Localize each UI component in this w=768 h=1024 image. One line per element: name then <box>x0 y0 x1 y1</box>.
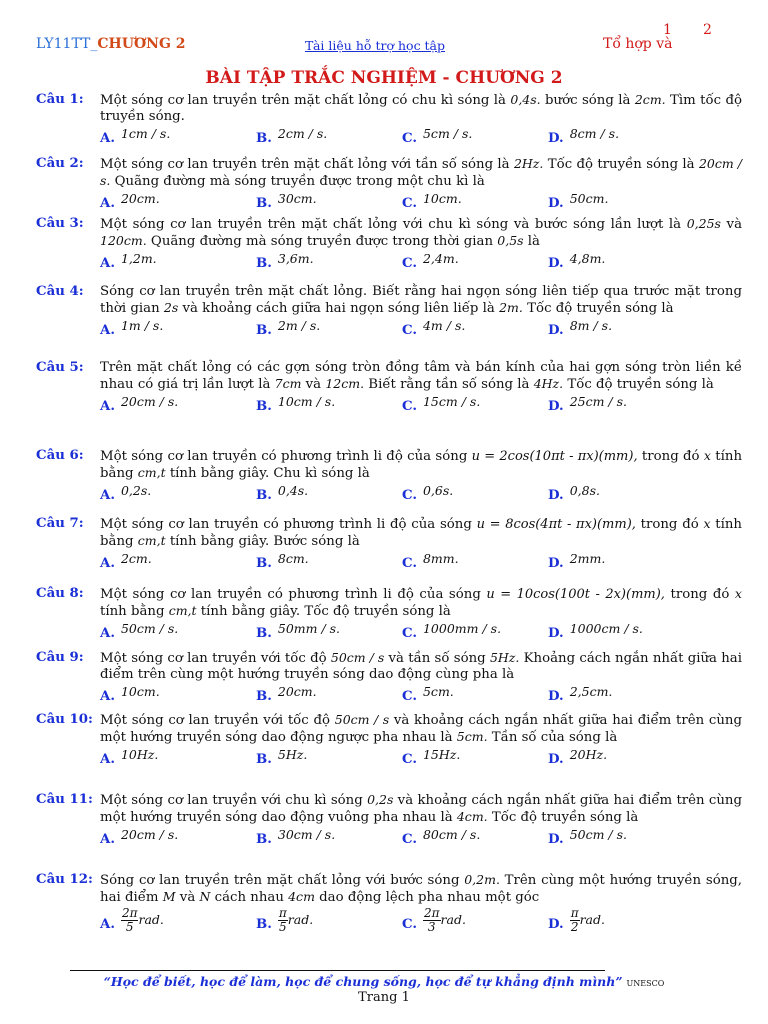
option-a[interactable] <box>100 251 157 271</box>
option-letter: C. <box>402 917 417 932</box>
option-value: 2cm / s. <box>277 126 328 141</box>
option-b[interactable] <box>256 551 309 571</box>
option-a[interactable] <box>100 551 152 571</box>
text-run: tính bằng giây. Bước sóng là <box>165 534 360 549</box>
math-value: 7cm <box>274 376 302 391</box>
option-d[interactable] <box>548 684 613 704</box>
math-value: 4cm <box>288 889 315 904</box>
option-value: 4m / s. <box>422 318 466 333</box>
text-run: tính bằng giây. Chu kì sóng là <box>165 466 370 481</box>
option-letter: B. <box>256 131 272 146</box>
math-value: 5Hz. <box>489 650 520 665</box>
math-value: 2m. <box>499 300 523 315</box>
options-row <box>36 907 742 937</box>
option-letter: C. <box>402 131 417 146</box>
option-value: 2m / s. <box>277 318 321 333</box>
option-value: 4,8m. <box>569 251 606 266</box>
option-letter: B. <box>256 196 272 211</box>
option-c[interactable] <box>402 827 481 847</box>
option-letter: C. <box>402 752 417 767</box>
option-a[interactable] <box>100 191 160 211</box>
option-value: 30cm / s. <box>277 827 336 842</box>
option-value: 1000mm / s. <box>422 621 502 636</box>
options-row <box>36 191 742 209</box>
option-value: 5Hz. <box>277 747 308 762</box>
options-row <box>36 747 742 765</box>
question-text <box>100 360 742 393</box>
option-letter: D. <box>548 196 564 211</box>
option-b[interactable] <box>256 827 336 847</box>
text-run: bước sóng là <box>540 93 635 108</box>
option-letter: D. <box>548 488 564 503</box>
question-label: Câu 6: <box>36 448 84 463</box>
option-letter: A. <box>100 832 115 847</box>
question-label: Câu 12: <box>36 872 93 887</box>
option-value: 1000cm / s. <box>569 621 643 636</box>
option-value: 50cm / s. <box>120 621 179 636</box>
numerator: 2π <box>121 906 138 920</box>
option-value: 3,6m. <box>277 251 314 266</box>
option-letter: A. <box>100 752 115 767</box>
option-value: 80cm / s. <box>422 827 481 842</box>
denominator: 2 <box>570 920 579 934</box>
question-text <box>100 284 742 317</box>
option-a[interactable] <box>100 483 152 503</box>
text-run: Một sóng cơ lan truyền có phương trình li độ của sóng <box>100 587 487 602</box>
text-run: trong đó <box>664 587 735 602</box>
option-letter: D. <box>548 399 564 414</box>
option-value: 15cm / s. <box>422 394 481 409</box>
text-run: Tốc độ truyền sóng là <box>543 157 699 172</box>
option-d[interactable] <box>548 318 613 338</box>
math-value: x <box>703 516 711 531</box>
option-c[interactable] <box>402 191 462 211</box>
option-letter: C. <box>402 832 417 847</box>
option-letter: B. <box>256 323 272 338</box>
option-value: 20Hz. <box>569 747 608 762</box>
question-text <box>100 650 742 683</box>
option-letter: C. <box>402 196 417 211</box>
option-b[interactable] <box>256 394 336 414</box>
option-value: 2cm. <box>120 551 152 566</box>
option-c[interactable] <box>402 747 461 767</box>
question-label: Câu 7: <box>36 516 84 531</box>
text-run: và khoảng cách ngắn nhất giữa hai điểm trên cùng một hướng truyền sóng dao động ngược pha nhau là <box>100 713 742 745</box>
text-run: Một sóng cơ lan truyền có phương trình li độ của sóng <box>100 449 472 464</box>
text-run: Một sóng cơ lan truyền với tốc độ <box>100 713 335 728</box>
text-run: và khoảng cách ngắn nhất giữa hai điểm trên cùng một hướng truyền sóng dao động vuông pha nhau là <box>100 793 743 825</box>
question-text <box>100 712 742 746</box>
text-run: và <box>301 377 326 392</box>
text-run: Sóng cơ lan truyền trên mặt chất lỏng. Biết rằng hai ngọn sóng liên tiếp qua trước mặt trong thời gian <box>100 284 742 316</box>
question-text <box>100 872 742 906</box>
unit-label: rad. <box>579 912 605 927</box>
footer-divider <box>70 970 605 971</box>
math-value: 5cm. <box>456 729 488 744</box>
option-value: 8cm. <box>277 551 309 566</box>
text-run: Tần số của sóng là <box>487 730 618 745</box>
quote-text: “Học để biết, học để làm, học để chung sống, học để tự khẳng định mình” <box>103 974 623 989</box>
options-row <box>36 684 742 702</box>
fraction <box>423 907 441 934</box>
option-d[interactable] <box>548 827 627 847</box>
option-letter: A. <box>100 196 115 211</box>
math-value: 0,25s <box>686 216 721 231</box>
text-run: Trên cùng một hướng truyền sóng, hai điểm <box>100 873 742 905</box>
page-number: Trang 1 <box>358 990 410 1005</box>
text-run: trong đó <box>637 449 704 464</box>
option-letter: D. <box>548 323 564 338</box>
question-8 <box>36 586 742 639</box>
doc-code: LY11TT_ <box>36 36 98 52</box>
question-10 <box>36 712 742 765</box>
option-letter: C. <box>402 556 417 571</box>
option-letter: B. <box>256 488 272 503</box>
unesco-label: UNESCO <box>626 979 665 988</box>
option-a[interactable] <box>100 126 171 146</box>
option-letter: B. <box>256 626 272 641</box>
text-run: Trên mặt chất lỏng có các gợn sóng tròn đồng tâm và bán kính của hai gợn sóng tròn liền kề nhau có giá trị lần lượt là <box>100 360 742 392</box>
option-value: 50cm. <box>569 191 609 206</box>
unit-label: rad. <box>287 912 314 927</box>
question-label: Câu 8: <box>36 586 84 601</box>
option-value: 25cm / s. <box>569 394 627 409</box>
option-letter: B. <box>256 917 272 932</box>
option-letter: D. <box>548 689 564 704</box>
option-value: 10cm. <box>422 191 462 206</box>
math-value: 0,2s <box>367 792 394 807</box>
option-letter: B. <box>256 689 272 704</box>
option-c[interactable] <box>402 621 502 641</box>
math-value: t <box>160 465 166 480</box>
option-d[interactable] <box>548 747 608 767</box>
math-value: 2cm. <box>634 92 666 107</box>
math-value: 4Hz. <box>533 376 564 391</box>
option-b[interactable] <box>256 126 328 146</box>
math-value: t <box>160 533 166 548</box>
math-value: 120cm. <box>100 233 147 248</box>
option-value: 8cm / s. <box>569 126 620 141</box>
option-a[interactable] <box>100 684 160 704</box>
math-value: N <box>199 889 211 904</box>
math-value: 4cm. <box>456 809 488 824</box>
fraction <box>570 907 580 934</box>
question-11 <box>36 792 742 845</box>
math-value: x <box>703 448 711 463</box>
text-run: Quãng đường mà sóng truyền được trong một chu kì là <box>110 174 485 189</box>
math-value: cm, <box>168 603 192 618</box>
options-row <box>36 621 742 639</box>
option-c[interactable] <box>402 551 459 571</box>
option-d[interactable] <box>548 191 609 211</box>
option-letter: C. <box>402 626 417 641</box>
question-7 <box>36 516 742 569</box>
header-sup-1: 1 <box>663 22 672 38</box>
math-value: t <box>191 603 197 618</box>
math-value: cm, <box>137 533 161 548</box>
option-letter: A. <box>100 917 115 932</box>
math-value: 20cm / s. <box>100 156 743 188</box>
option-c[interactable] <box>402 394 481 414</box>
option-b[interactable] <box>256 318 321 338</box>
text-run: dao động lệch pha nhau một góc <box>314 890 540 905</box>
option-value: 30cm. <box>277 191 317 206</box>
option-value: 0,6s. <box>422 483 454 498</box>
equation: u = 8cos(4πt - πx)(mm), <box>476 517 636 532</box>
text-run: Sóng cơ lan truyền trên mặt chất lỏng với bước sóng <box>100 873 465 888</box>
option-letter: A. <box>100 323 115 338</box>
text-run: Tốc độ truyền sóng là <box>563 377 714 392</box>
question-label: Câu 5: <box>36 360 84 375</box>
option-value: 1m / s. <box>120 318 164 333</box>
math-value: 0,2m. <box>464 872 500 887</box>
header-right: Tổ hợp và <box>603 36 673 52</box>
question-label: Câu 2: <box>36 156 84 171</box>
text-run: Một sóng cơ lan truyền trên mặt chất lỏng có chu kì sóng là <box>100 93 511 108</box>
option-value: 20cm / s. <box>120 827 179 842</box>
option-a[interactable] <box>100 394 179 414</box>
denominator: 5 <box>279 920 287 934</box>
question-label: Câu 9: <box>36 650 84 665</box>
option-letter: D. <box>548 131 564 146</box>
text-run: trong đó <box>635 517 704 532</box>
math-value: 50cm / s <box>334 712 390 727</box>
options-row <box>36 318 742 336</box>
option-c[interactable] <box>402 907 466 934</box>
text-run: tính bằng <box>100 604 169 619</box>
fraction <box>278 907 288 934</box>
option-d[interactable] <box>548 483 600 503</box>
option-letter: B. <box>256 556 272 571</box>
denominator: 5 <box>125 920 134 934</box>
option-letter: A. <box>100 488 115 503</box>
numerator: π <box>278 906 287 920</box>
option-letter: D. <box>548 556 564 571</box>
question-label: Câu 1: <box>36 92 84 107</box>
option-letter: D. <box>548 752 564 767</box>
unit-label: rad. <box>440 912 466 927</box>
options-row <box>36 483 742 501</box>
option-value: 2,5cm. <box>569 684 613 699</box>
option-letter: B. <box>256 399 272 414</box>
question-4 <box>36 284 742 336</box>
option-c[interactable] <box>402 126 473 146</box>
option-b[interactable] <box>256 191 317 211</box>
option-a[interactable] <box>100 621 179 641</box>
option-b[interactable] <box>256 483 309 503</box>
option-c[interactable] <box>402 684 454 704</box>
numerator: π <box>570 906 579 920</box>
option-b[interactable] <box>256 684 317 704</box>
option-letter: A. <box>100 256 115 271</box>
math-value: 12cm. <box>325 376 365 391</box>
option-letter: A. <box>100 399 115 414</box>
text-run: cách nhau <box>210 890 289 905</box>
option-value: 50mm / s. <box>277 621 341 636</box>
question-text <box>100 792 742 826</box>
text-run: và tần số sóng <box>384 651 490 666</box>
math-value: 2Hz. <box>513 156 544 171</box>
question-text <box>100 516 742 550</box>
math-value: x <box>734 586 742 601</box>
text-run: Một sóng cơ lan truyền trên mặt chất lỏng với chu kì sóng và bước sóng lần lượt là <box>100 217 687 232</box>
text-run: tính bằng giây. Tốc độ truyền sóng là <box>196 604 451 619</box>
option-letter: C. <box>402 689 417 704</box>
option-letter: B. <box>256 752 272 767</box>
question-5 <box>36 360 742 412</box>
option-value: 2mm. <box>569 551 606 566</box>
option-c[interactable] <box>402 251 459 271</box>
option-value: 20cm / s. <box>120 394 179 409</box>
question-text <box>100 586 742 620</box>
question-label: Câu 11: <box>36 792 93 807</box>
equation: u = 2cos(10πt - πx)(mm), <box>471 449 638 464</box>
option-value: 15Hz. <box>422 747 461 762</box>
option-d[interactable] <box>548 126 620 146</box>
question-label: Câu 10: <box>36 712 93 727</box>
option-b[interactable] <box>256 621 341 641</box>
option-d[interactable] <box>548 394 627 414</box>
options-row <box>36 126 742 144</box>
option-b[interactable] <box>256 747 308 767</box>
option-letter: A. <box>100 131 115 146</box>
question-text <box>100 92 742 125</box>
option-d[interactable] <box>548 251 606 271</box>
text-run: Quãng đường mà sóng truyền được trong thời gian <box>146 234 498 249</box>
header-center: Tài liệu hỗ trợ học tập <box>305 38 446 53</box>
question-12 <box>36 872 742 937</box>
text-run: Tốc độ truyền sóng là <box>487 810 639 825</box>
option-value: 2,4m. <box>422 251 459 266</box>
question-text <box>100 448 742 482</box>
math-value: cm, <box>137 465 161 480</box>
option-value: 20cm. <box>120 191 160 206</box>
question-6 <box>36 448 742 501</box>
text-run: và <box>175 890 200 905</box>
option-letter: D. <box>548 832 564 847</box>
option-value: 10Hz. <box>120 747 159 762</box>
option-value: 0,4s. <box>277 483 309 498</box>
option-value: 0,2s. <box>120 483 152 498</box>
option-letter: A. <box>100 689 115 704</box>
question-text <box>100 156 742 190</box>
math-value: 0,5s <box>497 233 524 248</box>
question-text <box>100 216 742 250</box>
option-c[interactable] <box>402 483 454 503</box>
option-value: 20cm. <box>277 684 317 699</box>
text-run: Khoảng cách ngắn nhất giữa hai điểm trên cùng một hướng truyền sóng dao động cùng pha là <box>100 651 742 682</box>
text-run: Tìm tốc độ truyền sóng. <box>100 93 742 124</box>
text-run: Một sóng cơ lan truyền với chu kì sóng <box>100 793 368 808</box>
option-a[interactable] <box>100 827 179 847</box>
option-value: 8mm. <box>422 551 459 566</box>
equation: u = 10cos(100t - 2x)(mm), <box>486 587 665 602</box>
text-run: tính bằng <box>100 449 743 481</box>
text-run: Một sóng cơ lan truyền có phương trình li độ của sóng <box>100 517 477 532</box>
text-run: và <box>720 217 742 232</box>
option-letter: D. <box>548 917 564 932</box>
options-row <box>36 251 742 269</box>
option-letter: C. <box>402 256 417 271</box>
option-a[interactable] <box>100 747 159 767</box>
footer-quote <box>0 974 768 989</box>
option-d[interactable] <box>548 621 643 641</box>
option-value: 5cm / s. <box>422 126 473 141</box>
text-run: Một sóng cơ lan truyền trên mặt chất lỏng với tần số sóng là <box>100 157 514 172</box>
option-value: 1cm / s. <box>120 126 171 141</box>
question-label: Câu 4: <box>36 284 84 299</box>
option-b[interactable] <box>256 251 314 271</box>
option-letter: C. <box>402 323 417 338</box>
question-9 <box>36 650 742 702</box>
question-2 <box>36 156 742 209</box>
option-d[interactable] <box>548 907 605 934</box>
question-label: Câu 3: <box>36 216 84 231</box>
math-value: 2s <box>163 300 179 315</box>
option-letter: A. <box>100 556 115 571</box>
text-run: Biết rằng tần số sóng là <box>364 377 534 392</box>
options-row <box>36 827 742 845</box>
numerator: 2π <box>423 906 440 920</box>
option-c[interactable] <box>402 318 466 338</box>
option-value: 50cm / s. <box>569 827 627 842</box>
option-letter: D. <box>548 256 564 271</box>
question-3 <box>36 216 742 269</box>
unit-label: rad. <box>138 912 164 927</box>
text-run: Tốc độ truyền sóng là <box>522 301 674 316</box>
option-value: 8m / s. <box>569 318 613 333</box>
math-value: M <box>162 889 176 904</box>
math-value: 0,4s. <box>510 92 541 107</box>
option-value: 5cm. <box>422 684 454 699</box>
option-letter: C. <box>402 399 417 414</box>
options-row <box>36 394 742 412</box>
option-value: 0,8s. <box>569 483 600 498</box>
header-left <box>36 36 186 52</box>
text-run: Một sóng cơ lan truyền với tốc độ <box>100 651 331 666</box>
option-value: 10cm / s. <box>277 394 336 409</box>
option-a[interactable] <box>100 907 164 934</box>
option-letter: B. <box>256 832 272 847</box>
option-letter: C. <box>402 488 417 503</box>
option-value: 10cm. <box>120 684 160 699</box>
text-run: và khoảng cách giữa hai ngọn sóng liên liếp là <box>178 301 500 316</box>
page-title: BÀI TẬP TRẮC NGHIỆM - CHƯƠNG 2 <box>205 68 563 88</box>
fraction <box>121 907 139 934</box>
option-letter: A. <box>100 626 115 641</box>
math-value: 50cm / s <box>330 650 385 665</box>
header-sup-2: 2 <box>703 22 712 38</box>
option-d[interactable] <box>548 551 606 571</box>
text-run: là <box>523 234 540 249</box>
options-row <box>36 551 742 569</box>
denominator: 3 <box>427 920 436 934</box>
option-a[interactable] <box>100 318 164 338</box>
option-value: 1,2m. <box>120 251 157 266</box>
option-b[interactable] <box>256 907 313 934</box>
text-run: tính bằng <box>100 517 742 549</box>
option-letter: B. <box>256 256 272 271</box>
question-1 <box>36 92 742 144</box>
option-letter: D. <box>548 626 564 641</box>
chapter-label: CHƯƠNG 2 <box>97 36 186 52</box>
